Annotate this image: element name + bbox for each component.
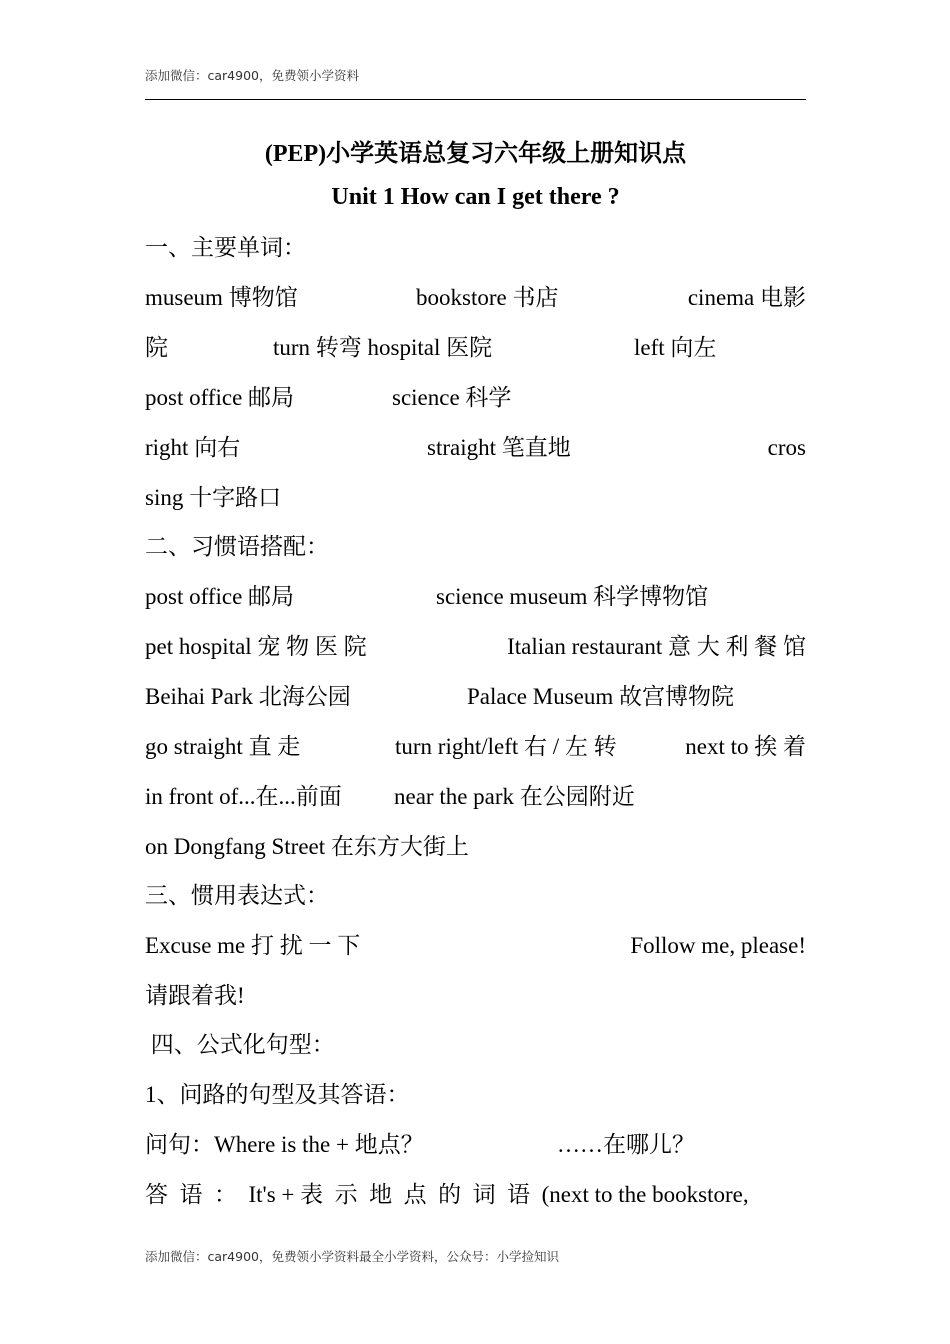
vocab-row <box>145 381 806 415</box>
expression-item: Excuse me 打 扰 一 下 <box>145 933 361 958</box>
vocab-item: post office 邮局 <box>145 385 295 410</box>
phrase-item: turn right/left 右 / 左 转 <box>395 734 617 759</box>
document-title: (PEP)小学英语总复习六年级上册知识点 <box>264 141 687 167</box>
header-note: 添加微信：car4900，免费领小学资料 <box>145 68 359 83</box>
vocab-row <box>145 481 806 515</box>
phrase-item: near the park 在公园附近 <box>394 784 635 809</box>
answer-row <box>145 1178 806 1212</box>
vocab-row <box>145 331 806 365</box>
header-divider <box>145 99 806 100</box>
phrase-row <box>145 630 806 664</box>
section1-heading-row <box>145 231 806 265</box>
footer-note: 添加微信：car4900，免费领小学资料最全小学资料，公众号：小学捡知识 <box>145 1249 559 1264</box>
phrase-item: go straight 直 走 <box>145 734 301 759</box>
section-heading: 一、主要单词： <box>145 235 306 260</box>
expression-item: Follow me, please! <box>630 933 806 958</box>
pattern-subheading-row <box>145 1078 806 1112</box>
vocab-item: bookstore 书店 <box>416 285 559 310</box>
phrase-item: science museum 科学博物馆 <box>436 584 709 609</box>
phrase-row <box>145 830 806 864</box>
vocab-item: museum 博物馆 <box>145 285 298 310</box>
phrase-item: in front of...在...前面 <box>145 784 342 809</box>
vocab-item: 院 <box>145 335 168 360</box>
vocab-item: science 科学 <box>392 385 512 410</box>
phrase-row <box>145 580 806 614</box>
section3-heading-row <box>145 879 806 913</box>
expression-row <box>145 979 806 1013</box>
expression-row <box>145 929 806 963</box>
phrase-item: on Dongfang Street 在东方大街上 <box>145 834 469 859</box>
section-heading: 四、公式化句型： <box>145 1032 335 1057</box>
phrase-row <box>145 780 806 814</box>
phrase-item: Italian restaurant 意 大 利 餐 馆 <box>507 634 806 659</box>
phrase-row <box>145 730 806 764</box>
phrase-item: next to 挨 着 <box>685 734 806 759</box>
vocab-item: sing 十字路口 <box>145 485 282 510</box>
expression-item: 请跟着我! <box>145 983 245 1008</box>
vocab-item: turn 转弯 hospital 医院 <box>273 335 493 360</box>
answer-pattern: 答 语 ： It's + 表 示 地 点 的 词 语 (next to the bookstore, <box>145 1182 749 1207</box>
phrase-item: Palace Museum 故宫博物院 <box>467 684 735 709</box>
phrase-item: post office 邮局 <box>145 584 295 609</box>
section-heading: 三、惯用表达式： <box>145 883 329 908</box>
question-row <box>145 1128 806 1162</box>
phrase-row <box>145 680 806 714</box>
phrase-item: Beihai Park 北海公园 <box>145 684 351 709</box>
vocab-item: cinema 电影 <box>687 285 806 310</box>
vocab-item: right 向右 <box>145 435 241 460</box>
vocab-row <box>145 281 806 315</box>
section2-heading-row <box>145 530 806 564</box>
question-meaning: ……在哪儿？ <box>557 1132 695 1157</box>
vocab-item: left 向左 <box>634 335 717 360</box>
vocab-item: cros <box>767 435 806 460</box>
pattern-subheading: 1、问路的句型及其答语： <box>145 1082 410 1107</box>
phrase-item: pet hospital 宠 物 医 院 <box>145 634 367 659</box>
vocab-item: straight 笔直地 <box>427 435 571 460</box>
question-pattern: 问句：Where is the + 地点？ <box>145 1132 424 1157</box>
vocab-row <box>145 431 806 465</box>
section4-heading-row <box>145 1028 806 1062</box>
section-heading: 二、习惯语搭配： <box>145 534 329 559</box>
unit-title: Unit 1 How can I get there ? <box>331 184 620 210</box>
